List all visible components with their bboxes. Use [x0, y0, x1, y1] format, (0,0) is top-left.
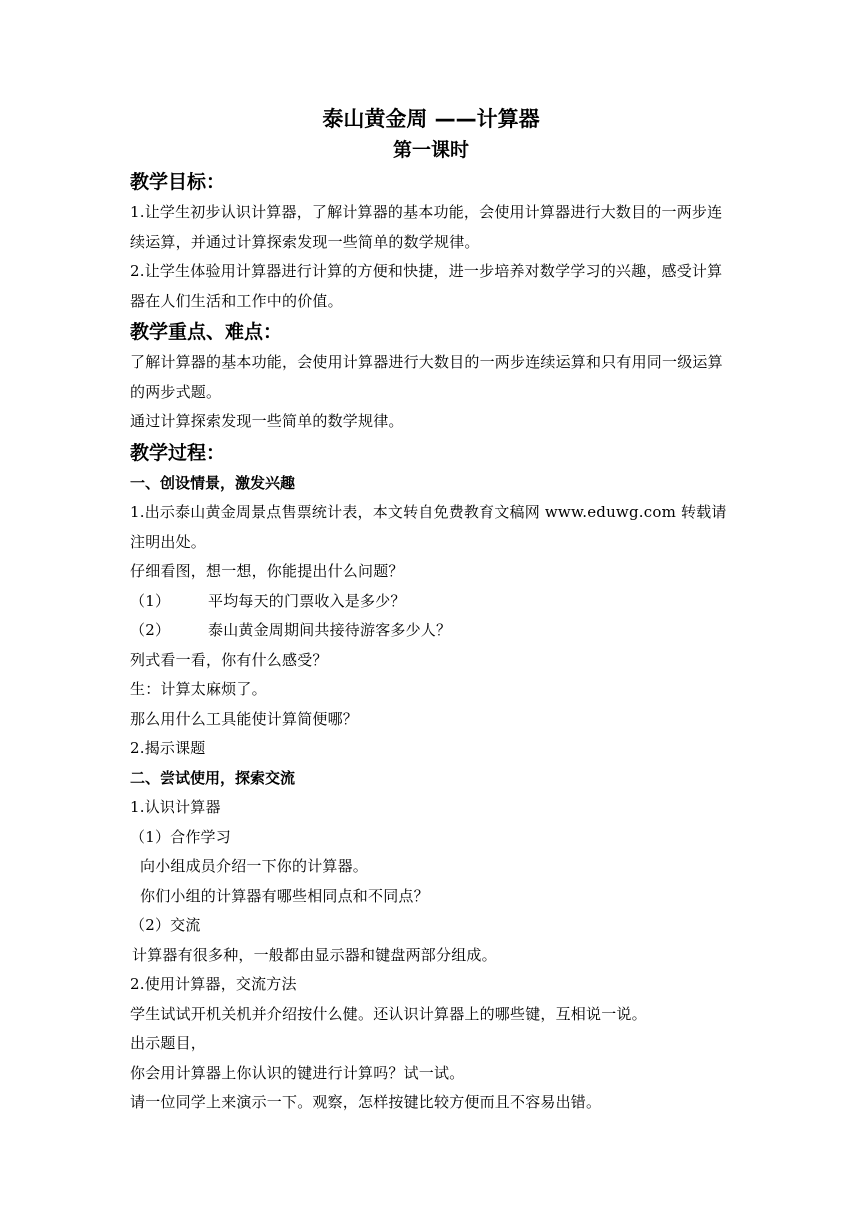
part2-line-8: 学生试试开机关机并介绍按什么健。还认识计算器上的哪些键，互相说一说。 [130, 1004, 647, 1023]
part1-line-3: 列式看一看，你有什么感受？ [130, 650, 328, 669]
part2-line-10: 你会用计算器上你认识的键进行计算吗？试一试。 [130, 1063, 465, 1082]
question-1-text: 平均每天的门票收入是多少？ [208, 591, 406, 610]
goals-item-2: 2.让学生体验用计算器进行计算的方便和快捷，进一步培养对数学学习的兴趣，感受计算器在人们生活和工作中的价值。 [130, 262, 723, 310]
goals-item-1: 1.让学生初步认识计算器，了解计算器的基本功能，会使用计算器进行大数目的一两步连续运算，并通过计算探索发现一些简单的数学规律。 [130, 203, 723, 251]
document-title: 泰山黄金周 ——计算器 [322, 107, 540, 131]
part2-line-5: （2）交流 [130, 916, 201, 934]
part2-line-9: 出示题目， [130, 1034, 207, 1052]
process-heading: 教学过程： [130, 441, 226, 464]
part1-line-4: 生：计算太麻烦了。 [130, 680, 267, 698]
part2-line-3: 向小组成员介绍一下你的计算器。 [140, 857, 369, 875]
part2-line-4: 你们小组的计算器有哪些相同点和不同点？ [140, 886, 429, 905]
key-points-item-2: 通过计算探索发现一些简单的数学规律。 [130, 412, 404, 430]
question-1-number: （1） [130, 591, 171, 610]
part1-heading: 一、创设情景，激发兴趣 [130, 473, 296, 492]
part1-line-6: 2.揭示课题 [130, 739, 206, 757]
goals-heading: 教学目标： [130, 171, 226, 193]
part2-line-1: 1.认识计算器 [130, 798, 221, 816]
document-subtitle: 第一课时 [392, 139, 469, 161]
part1-line-2: 仔细看图，想一想，你能提出什么问题？ [130, 562, 404, 580]
key-points-item-1: 了解计算器的基本功能，会使用计算器进行大数目的一两步连续运算和只有用同一级运算的两步式题。 [130, 353, 723, 401]
part2-line-7: 2.使用计算器，交流方法 [130, 975, 297, 993]
question-2-number: （2） [130, 621, 171, 639]
document-page [130, 102, 732, 1118]
part1-question-2 [130, 616, 732, 646]
part1-line-1: 1.出示泰山黄金周景点售票统计表，本文转自免费教育文稿网 www.eduwg.com 转载请注明出处。 [130, 503, 727, 551]
part2-line-11: 请一位同学上来演示一下。观察，怎样按键比较方便而且不容易出错。 [130, 1093, 602, 1111]
part2-line-2: （1）合作学习 [130, 827, 231, 846]
question-2-text: 泰山黄金周期间共接待游客多少人？ [208, 621, 452, 639]
part2-heading: 二、尝试使用，探索交流 [130, 768, 296, 787]
part1-question-1 [130, 587, 732, 617]
key-points-heading: 教学重点、难点： [130, 321, 283, 343]
part2-line-6: 计算器有很多种，一般都由显示器和键盘两部分组成。 [132, 945, 497, 964]
part1-line-5: 那么用什么工具能使计算简便哪？ [130, 709, 359, 728]
